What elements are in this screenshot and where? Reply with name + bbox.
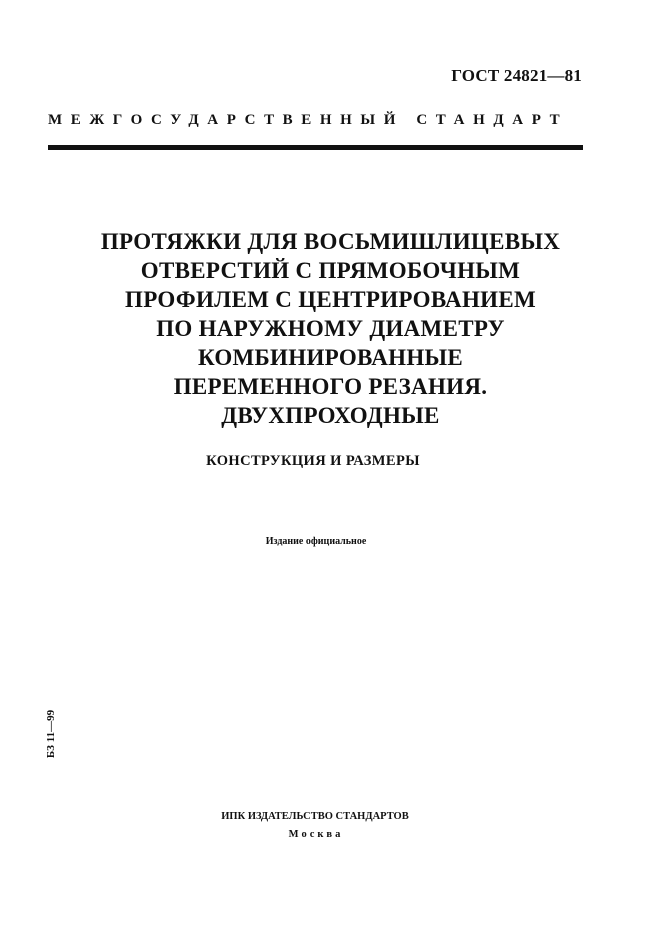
publisher-city: Москва	[288, 829, 344, 840]
side-mark-text: БЗ 11—99	[45, 709, 57, 759]
standard-type-heading: МЕЖГОСУДАРСТВЕННЫЙ СТАНДАРТ	[48, 112, 569, 128]
title-line: ДВУХПРОХОДНЫЕ	[221, 403, 440, 428]
title-line: ПРОТЯЖКИ ДЛЯ ВОСЬМИШЛИЦЕВЫХ	[100, 229, 561, 254]
title-line: ОТВЕРСТИЙ С ПРЯМОБОЧНЫМ	[140, 258, 521, 283]
document-title	[30, 227, 631, 430]
title-line: КОМБИНИРОВАННЫЕ	[197, 345, 464, 370]
title-line: ПЕРЕМЕННОГО РЕЗАНИЯ.	[173, 374, 488, 399]
document-code: ГОСТ 24821—81	[451, 66, 582, 85]
side-mark	[44, 705, 58, 763]
publisher-name: ИПК ИЗДАТЕЛЬСТВО СТАНДАРТОВ	[221, 811, 409, 822]
title-line: ПО НАРУЖНОМУ ДИАМЕТРУ	[156, 316, 505, 341]
edition-note: Издание официальное	[265, 536, 367, 547]
title-line: ПРОФИЛЕМ С ЦЕНТРИРОВАНИЕМ	[125, 287, 536, 312]
header-divider	[48, 145, 583, 150]
document-subtitle: КОНСТРУКЦИЯ И РАЗМЕРЫ	[206, 453, 420, 469]
